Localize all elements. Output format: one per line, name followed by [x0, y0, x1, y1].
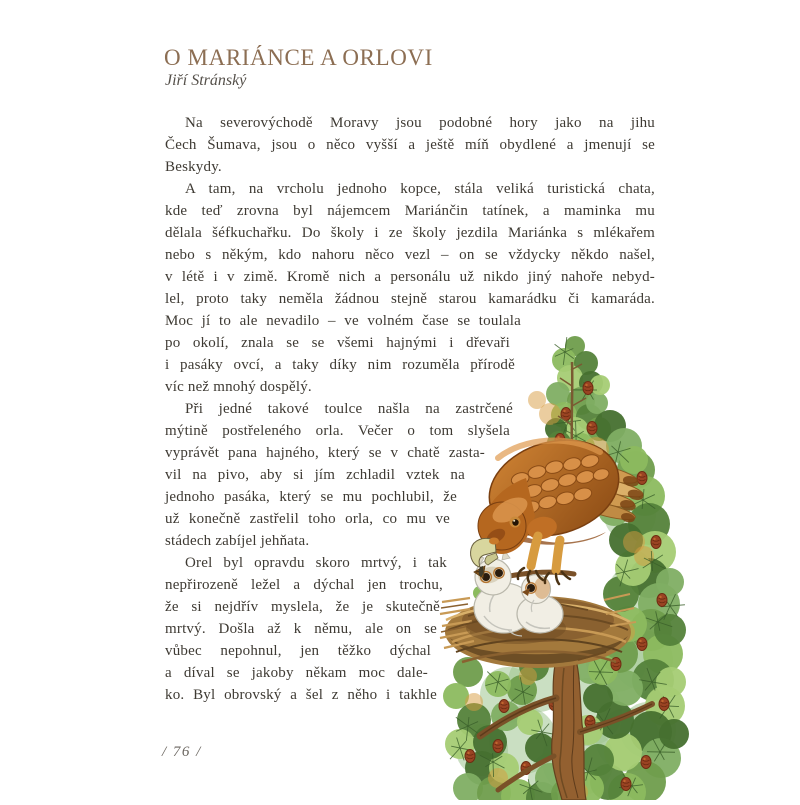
text-line: po okolí, znala se se všemi hajnými i dřevaři [165, 332, 510, 354]
text-line: nepřirozeně ležel a dýchal jen trochu, [165, 574, 443, 596]
text-line: vůbec nepohnul, jen těžko dýchal [165, 640, 431, 662]
text-line: Moc jí to ale nevadilo – ve volném čase se toulala [165, 310, 521, 332]
text-line: mýtině postřeleného orla. Večer o tom slyšela [165, 420, 510, 442]
text-line: vil na pivo, aby si jím zchladil vztek na [165, 464, 465, 486]
text-line: i pasáky ovcí, a taky díky nim rozuměla přírodě [165, 354, 515, 376]
text-line: v létě i v zimě. Kromě nich a personálu už nikdo jiný nahoře nebyd- [165, 266, 655, 288]
story-author: Jiří Stránský [165, 72, 246, 90]
text-line: Při jedné takové toulce našla na zastrčené [165, 398, 513, 420]
text-line: vyprávět pana hajného, který se v chatě zasta- [165, 442, 485, 464]
text-line: a díval se jakoby někam moc dale- [165, 662, 428, 684]
text-line: dělala šéfkuchařku. Do školy i ze školy jezdila Mariánka s mlékařem [165, 222, 655, 244]
text-line: kde teď zrovna byl nájemcem Mariánčin tatínek, a maminka mu [165, 200, 655, 222]
text-line: lel, proto taky neměla žádnou stejně starou kamarádku či kamaráda. [165, 288, 655, 310]
story-illustration [438, 330, 690, 800]
text-line: Orel byl opravdu skoro mrtvý, i tak [165, 552, 447, 574]
text-line: už konečně zastřelil toho orla, co mu ve [165, 508, 450, 530]
text-line: Čech Šumava, jsou o něco vyšší a ještě míň obydlené a jmenují se [165, 134, 655, 156]
text-line: nebo s někým, kdo nahoru něco vezl – on se vždycky někdo našel, [165, 244, 655, 266]
text-line: A tam, na vrcholu jednoho kopce, stála veliká turistická chata, [165, 178, 655, 200]
text-line: Na severovýchodě Moravy jsou podobné hory jako na jihu [165, 112, 655, 134]
text-line: ko. Byl obrovský a šel z něho i takhle [165, 684, 437, 706]
text-line: víc než mnohý dospělý. [165, 376, 515, 398]
text-line: jednoho pasáka, který se mu pochlubil, že [165, 486, 457, 508]
story-title: O MARIÁNCE A ORLOVI [164, 45, 433, 71]
text-line: Beskydy. [165, 156, 655, 178]
owl-chicks [466, 550, 566, 644]
text-line: stádech zabíjel jehňata. [165, 530, 450, 552]
page-number: / 76 / [162, 744, 202, 761]
text-line: že si nejdřív myslela, že je skutečně [165, 596, 440, 618]
text-line: mrtvý. Došla až k němu, ale on se [165, 618, 437, 640]
